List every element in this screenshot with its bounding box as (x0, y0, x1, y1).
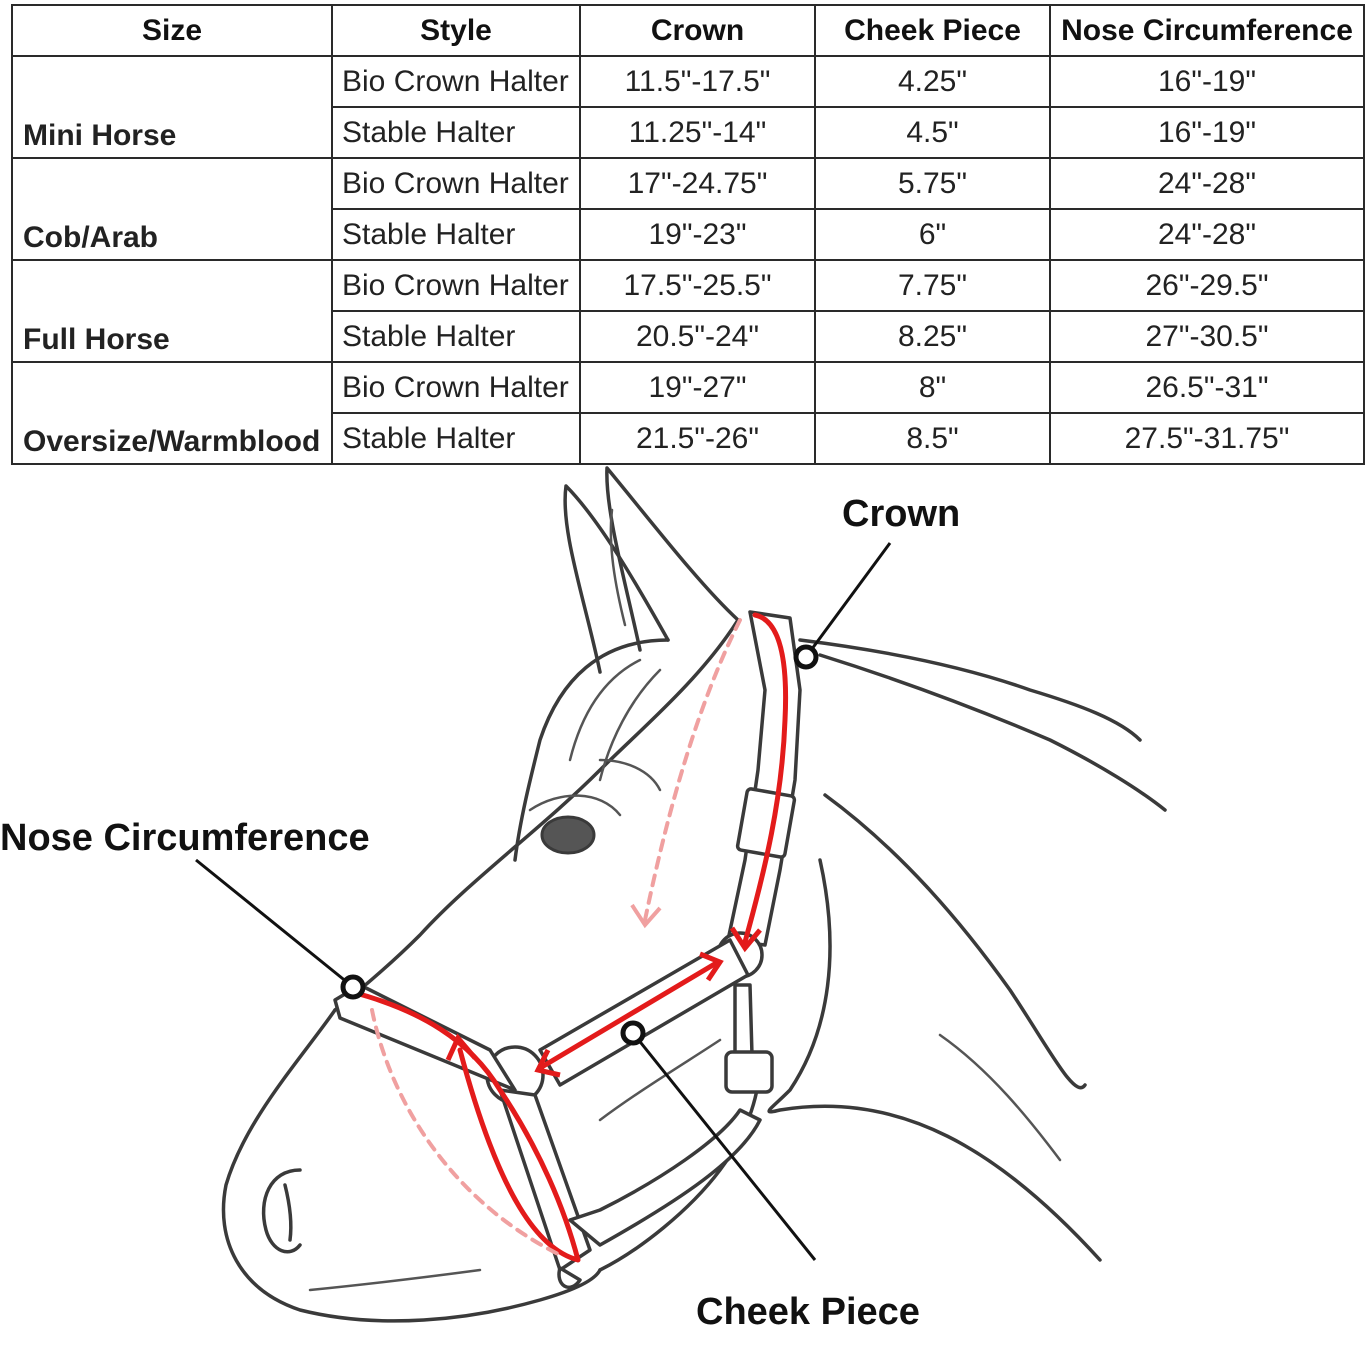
nose-marker (343, 977, 363, 997)
nose-cell: 26.5"-31" (1050, 362, 1364, 413)
crown-marker (796, 647, 816, 667)
halter-measurement-diagram (0, 450, 1367, 1354)
style-cell: Bio Crown Halter (332, 158, 580, 209)
eye-wrinkles (530, 760, 660, 815)
cheek-cell: 4.5" (815, 107, 1050, 158)
style-cell: Bio Crown Halter (332, 362, 580, 413)
style-cell: Stable Halter (332, 107, 580, 158)
horse-neck-front (825, 795, 1085, 1088)
crown-cell: 11.5"-17.5" (580, 56, 815, 107)
size-cell: Mini Horse (12, 56, 332, 158)
lead-clip-buckle (726, 1052, 772, 1092)
crown-cell: 17"-24.75" (580, 158, 815, 209)
cheek-piece-label: Cheek Piece (696, 1291, 920, 1333)
nose-cell: 24"-28" (1050, 209, 1364, 260)
crown-strap (728, 612, 800, 945)
style-cell: Bio Crown Halter (332, 260, 580, 311)
crown-cell: 20.5"-24" (580, 311, 815, 362)
crown-cell: 19"-23" (580, 209, 815, 260)
table-row (12, 362, 1364, 413)
horse-ear-right (607, 468, 738, 650)
nose-cell: 16"-19" (1050, 56, 1364, 107)
crown-cell: 17.5"-25.5" (580, 260, 815, 311)
crown-cell: 11.25"-14" (580, 107, 815, 158)
cheek-cell: 8.25" (815, 311, 1050, 362)
nose-leader-line (196, 860, 353, 987)
cheek-leader-line (633, 1033, 815, 1260)
horse-eye (542, 817, 594, 853)
crown-measure-dashed (645, 620, 740, 920)
style-cell: Stable Halter (332, 209, 580, 260)
crown-label: Crown (842, 493, 961, 535)
table-row (12, 158, 1364, 209)
nose-circumference-label: Nose Circumference (0, 817, 370, 859)
chin-ring (559, 1268, 580, 1287)
nose-cell: 27.5"-31.75" (1050, 413, 1364, 464)
header-cheek-piece: Cheek Piece (815, 5, 1050, 56)
horse-face-front (335, 620, 738, 1010)
header-style: Style (332, 5, 580, 56)
header-crown: Crown (580, 5, 815, 56)
crown-buckle (737, 788, 795, 857)
crown-cell: 19"-27" (580, 362, 815, 413)
nose-cell: 24"-28" (1050, 158, 1364, 209)
style-cell: Stable Halter (332, 413, 580, 464)
size-cell: Full Horse (12, 260, 332, 362)
cheek-cell: 6" (815, 209, 1050, 260)
horse-head-illustration (223, 468, 1165, 1321)
nose-callout (0, 817, 370, 997)
cheek-cell: 7.75" (815, 260, 1050, 311)
cheek-measure-line (540, 962, 718, 1068)
table-row (12, 56, 1364, 107)
header-nose-circumference: Nose Circumference (1050, 5, 1364, 56)
horse-mouth (310, 1270, 480, 1290)
crown-leader-line (806, 543, 890, 657)
cheek-cell: 5.75" (815, 158, 1050, 209)
header-size: Size (12, 5, 332, 56)
cheek-marker (623, 1023, 643, 1043)
cheek-cell: 8" (815, 362, 1050, 413)
style-cell: Bio Crown Halter (332, 56, 580, 107)
cheek-cell: 4.25" (815, 56, 1050, 107)
nose-cell: 26"-29.5" (1050, 260, 1364, 311)
cheek-cell: 8.5" (815, 413, 1050, 464)
style-cell: Stable Halter (332, 311, 580, 362)
horse-neck-throat (769, 860, 1100, 1260)
crown-callout (796, 493, 960, 667)
nose-cell: 27"-30.5" (1050, 311, 1364, 362)
horse-neck-mane (800, 640, 1140, 740)
table-row (12, 260, 1364, 311)
size-cell: Cob/Arab (12, 158, 332, 260)
table-header-row (12, 5, 1364, 56)
nose-cell: 16"-19" (1050, 107, 1364, 158)
lead-clip (735, 985, 752, 1055)
size-cell: Oversize/Warmblood (12, 362, 332, 464)
horse-nostril (264, 1170, 300, 1252)
size-chart-table (11, 4, 1365, 465)
crown-cell: 21.5"-26" (580, 413, 815, 464)
